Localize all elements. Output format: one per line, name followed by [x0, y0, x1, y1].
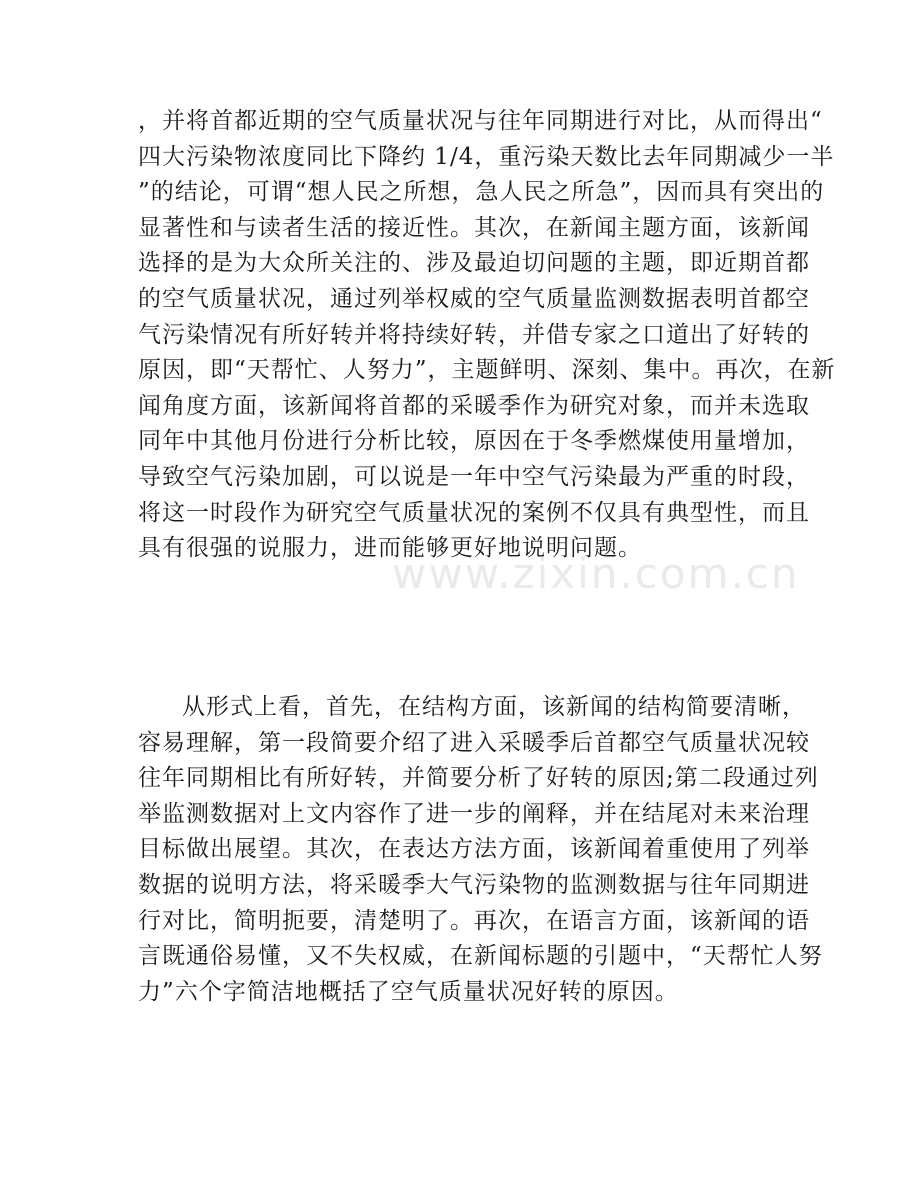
text-line: 目标做出展望。其次，在表达方法方面，该新闻着重使用了列举	[138, 836, 810, 863]
paragraph-form-analysis	[138, 690, 823, 1010]
text-line: 闻角度方面，该新闻将首都的采暖季作为研究对象，而并未选取	[138, 392, 810, 419]
text-line: 同年中其他月份进行分析比较，原因在于冬季燃煤使用量增加，	[138, 428, 810, 455]
paragraph-content-analysis	[138, 104, 836, 567]
text-line: 数据的说明方法，将采暖季大气污染物的监测数据与往年同期进	[138, 871, 810, 898]
text-line: 往年同期相比有所好转，并简要分析了好转的原因;第二段通过列	[138, 765, 819, 792]
text-line: 选择的是为大众所关注的、涉及最迫切问题的主题，即近期首都	[138, 250, 810, 277]
text-line-first: 从形式上看，首先，在结构方面，该新闻的结构简要清晰，	[182, 694, 806, 720]
text-line: 举监测数据对上文内容作了进一步的阐释，并在结尾对未来治理	[138, 800, 810, 827]
text-line: 力”六个字简洁地概括了空气质量状况好转的原因。	[138, 978, 679, 1005]
text-line: 行对比，简明扼要，清楚明了。再次，在语言方面，该新闻的语	[138, 907, 810, 934]
text-line: 的空气质量状况，通过列举权威的空气质量监测数据表明首都空	[138, 285, 810, 312]
text-line: 具有很强的说服力，进而能够更好地说明问题。	[138, 535, 642, 562]
text-line: 气污染情况有所好转并将持续好转，并借专家之口道出了好转的	[138, 321, 810, 348]
text-line: 原因，即“天帮忙、人努力”，主题鲜明、深刻、集中。再次，在新	[138, 357, 836, 384]
text-line: 显著性和与读者生活的接近性。其次，在新闻主题方面，该新闻	[138, 214, 810, 241]
text-line: ”的结论，可谓“想人民之所想，急人民之所急”，因而具有突出的	[138, 179, 825, 206]
text-line: 四大污染物浓度同比下降约 1/4，重污染天数比去年同期减少一半	[138, 143, 835, 170]
text-line: 言既通俗易懂，又不失权威，在新闻标题的引题中，“天帮忙人努	[138, 943, 823, 970]
text-line: 导致空气污染加剧，可以说是一年中空气污染最为严重的时段，	[138, 463, 810, 490]
watermark: www.zixin.com.cn	[392, 549, 800, 598]
text-line: 容易理解，第一段简要介绍了进入采暖季后首都空气质量状况较	[138, 729, 810, 756]
text-line: 将这一时段作为研究空气质量状况的案例不仅具有典型性，而且	[138, 499, 810, 526]
text-line: ，并将首都近期的空气质量状况与往年同期进行对比，从而得出“	[138, 108, 823, 134]
